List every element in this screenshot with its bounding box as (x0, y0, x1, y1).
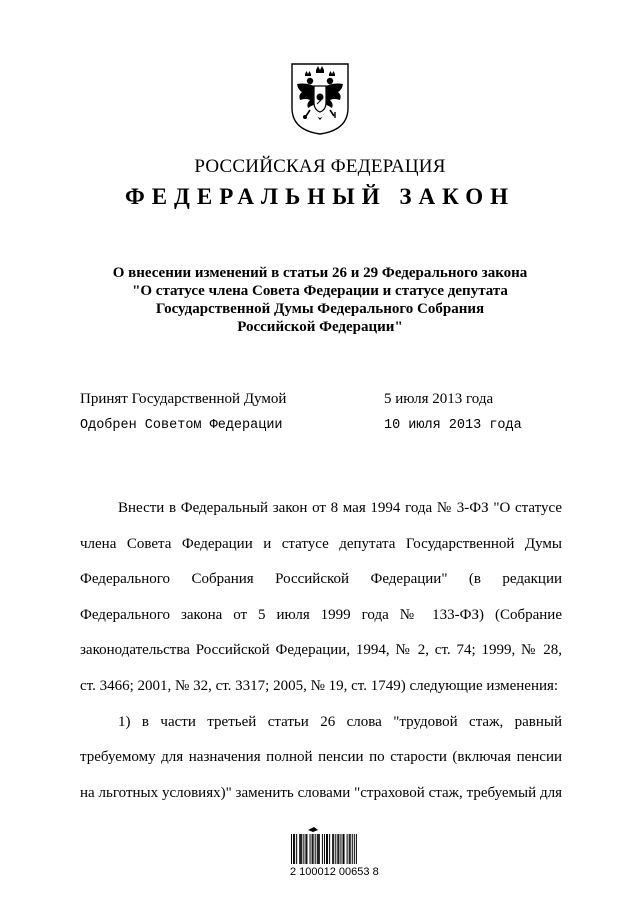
barcode-bar (317, 834, 318, 864)
barcode-bar (306, 834, 307, 864)
barcode-bar (344, 834, 345, 864)
barcode-bar (329, 834, 330, 864)
barcode-bar (313, 834, 314, 864)
barcode-bar (326, 834, 327, 864)
body-line: Федерального закона от 5 июля 1999 года № 133-ФЗ) (Собрание (80, 606, 562, 623)
council-approval-label: Одобрен Советом Федерации (80, 418, 283, 433)
body-line: члена Совета Федерации и статусе депутата Государственной Думы (80, 535, 562, 552)
barcode-bar (338, 834, 339, 864)
law-title-line: Российской Федерации" (237, 319, 403, 335)
barcode-bar (324, 834, 325, 864)
barcode-bar (303, 834, 304, 864)
country-heading: РОССИЙСКАЯ ФЕДЕРАЦИЯ (194, 156, 446, 177)
barcode-bar (350, 834, 351, 864)
barcode (290, 826, 358, 871)
barcode-bar (299, 834, 300, 864)
barcode-bar (356, 834, 357, 864)
body-line: требуемому для назначения полной пенсии по старости (включая пенсии (80, 749, 562, 766)
barcode-bar (333, 834, 334, 864)
barcode-bar (301, 834, 302, 864)
document-type-heading: ФЕДЕРАЛЬНЫЙ ЗАКОН (124, 184, 516, 209)
duma-adoption-label: Принят Государственной Думой (80, 391, 287, 407)
barcode-icon (290, 826, 358, 866)
duma-adoption-date: 5 июля 2013 года (384, 391, 494, 407)
barcode-bar (318, 834, 319, 864)
law-title-line: Государственной Думы Федерального Собрания (155, 301, 485, 317)
barcode-bar (354, 834, 355, 864)
body-line: 1) в части третьей статьи 26 слова "трудовой стаж, равный (118, 713, 562, 730)
barcode-bar (294, 834, 295, 864)
barcode-bar (312, 834, 313, 864)
barcode-bar (315, 834, 316, 864)
barcode-bar (305, 834, 306, 864)
barcode-bar (349, 834, 350, 864)
barcode-bar (340, 834, 341, 864)
barcode-bar (327, 834, 328, 864)
coat-of-arms-icon (288, 60, 352, 136)
body-line: ст. 3466; 2001, № 32, ст. 3317; 2005, № 19, ст. 1749) следующие изменения: (80, 677, 559, 694)
barcode-bar (296, 834, 297, 864)
law-body-text (80, 491, 562, 811)
body-line: Федерального Собрания Российской Федерации" (в редакции (80, 571, 562, 588)
barcode-bar (300, 834, 301, 864)
barcode-bar (347, 834, 348, 864)
barcode-bar (310, 834, 311, 864)
barcode-bar (332, 834, 333, 864)
barcode-bar (352, 834, 353, 864)
council-approval-date: 10 июля 2013 года (384, 418, 522, 433)
barcode-bar (343, 834, 344, 864)
law-title-line: "О статусе члена Совета Федерации и статусе депутата (132, 283, 508, 299)
barcode-bar (322, 834, 323, 864)
barcode-bar (337, 834, 338, 864)
body-line: Внести в Федеральный закон от 8 мая 1994 года № 3-ФЗ "О статусе (118, 500, 562, 516)
barcode-bar (319, 834, 320, 864)
body-line: законодательства Российской Федерации, 1994, № 2, ст. 74; 1999, № 28, (80, 642, 562, 659)
barcode-number: 2 100012 00653 8 (290, 866, 379, 878)
barcode-bar (291, 834, 292, 864)
body-line: на льготных условиях)" заменить словами "страховой стаж, требуемый для (80, 784, 562, 801)
law-title (60, 264, 580, 336)
law-title-line: О внесении изменений в статьи 26 и 29 Федерального закона (112, 265, 528, 281)
barcode-bar (293, 834, 294, 864)
barcode-bar (335, 834, 336, 864)
